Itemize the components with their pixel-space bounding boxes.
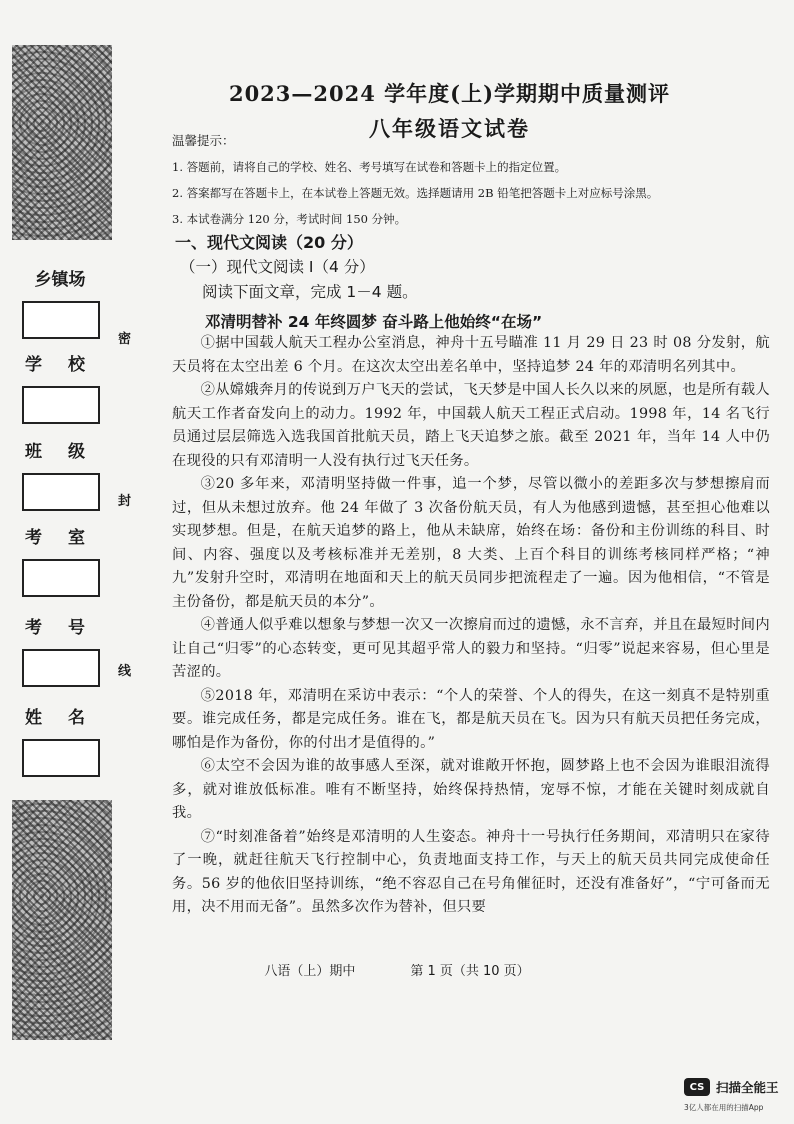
tip-item: 3. 本试卷满分 120 分，考试时间 150 分钟。 (172, 212, 407, 226)
scanner-watermark (684, 1078, 779, 1096)
watermark-slogan: 3亿人都在用的扫描App (684, 1103, 764, 1112)
class-input-box[interactable] (22, 473, 100, 511)
reading-instruction: 阅读下面文章，完成 1－4 题。 (202, 283, 418, 301)
footer-course: 八语（上）期中 (264, 964, 356, 979)
field-exam-number (22, 613, 98, 687)
binding-margin (0, 0, 140, 1124)
article-title: 邓清明替补 24 年终圆梦 奋斗路上他始终“在场” (205, 313, 543, 331)
camscanner-logo-icon: CS (684, 1078, 710, 1096)
section-heading: 一、现代文阅读（20 分） (175, 233, 363, 252)
seal-char-xian: 线 (118, 664, 132, 679)
footer-page-number: 第 1 页（共 10 页） (410, 964, 530, 979)
exam-title: 2023—2024 学年度(上)学期期中质量测评 (228, 81, 671, 106)
exam-room-input-box[interactable] (22, 559, 100, 597)
article-paragraph: ⑤2018 年，邓清明在采访中表示：“个人的荣誉、个人的得失，在这一刻真不是特别重要。谁完成任务，都是完成任务。谁在飞，都是航天员在飞。因为只有航天员把任务完成，哪怕是作为备份，你的付出才是值得的。” (172, 687, 770, 751)
field-name (22, 703, 98, 777)
page-footer (0, 960, 794, 979)
article-body (172, 332, 770, 920)
field-exam-room (22, 523, 98, 597)
exam-subtitle: 八年级语文试卷 (369, 116, 530, 141)
exam-number-input-box[interactable] (22, 649, 100, 687)
seal-char-feng: 封 (118, 494, 132, 509)
field-label: 乡镇场 (34, 270, 86, 290)
article-paragraph: ①据中国载人航天工程办公室消息，神舟十五号瞄准 11 月 29 日 23 时 08 分发射，航天员将在太空出差 6 个月。在这次太空出差名单中，坚持追梦 24 年的邓清明名列其中。 (172, 335, 770, 375)
school-input-box[interactable] (22, 386, 100, 424)
article-paragraph: ⑥太空不会因为谁的故事感人至深，就对谁敞开怀抱，圆梦路上也不会因为谁眼泪流得多，就对谁放低标准。唯有不断坚持，始终保持热情，宠辱不惊，才能在关键时刻成就自我。 (172, 758, 770, 821)
seal-char-mi: 密 (118, 332, 132, 347)
tip-item: 2. 答案都写在答题卡上，在本试卷上答题无效。选择题请用 2B 铅笔把答题卡上对应标号涂黑。 (172, 186, 659, 200)
subsection-heading: （一）现代文阅读 Ⅰ（4 分） (180, 258, 375, 276)
field-label: 班 级 (25, 442, 95, 462)
security-pattern-top (12, 45, 112, 240)
field-school (22, 350, 98, 424)
tip-item: 1. 答题前，请将自己的学校、姓名、考号填写在试卷和答题卡上的指定位置。 (172, 160, 567, 174)
name-input-box[interactable] (22, 739, 100, 777)
article-paragraph: ③20 多年来，邓清明坚持做一件事，追一个梦，尽管以微小的差距多次与梦想擦肩而过，但从未想过放弃。他 24 年做了 3 次备份航天员，有人为他感到遗憾，甚至担心他难以实现梦想。但是，在航天追梦的路上，他从未缺席，始终在场：备份和主份训练的科目、时间、内容、强度以及考核标准并无差别，8 大类、上百个科目的训练考核同样严格；“神九”发射升空时，邓清明在地面和天上的航天员同步把流程走了一遍。因为他相信，“不管是主份备份，都是航天员的本分”。 (172, 476, 770, 610)
security-pattern-bottom (12, 800, 112, 1040)
field-label: 考 号 (25, 618, 95, 638)
field-label: 学 校 (25, 355, 95, 375)
township-input-box[interactable] (22, 301, 100, 339)
article-paragraph: ②从嫦娥奔月的传说到万户飞天的尝试，飞天梦是中国人长久以来的夙愿，也是所有载人航天工作者奋发向上的动力。1992 年，中国载人航天工程正式启动。1998 年，14 名飞行员通过层层筛选入选我国首批航天员，踏上飞天追梦之旅。截至 2021 年，当年 14 人中仍在现役的只有邓清明一人没有执行过飞天任务。 (172, 382, 770, 469)
field-township (22, 265, 98, 339)
tips-block (172, 128, 772, 232)
field-label: 考 室 (25, 528, 95, 548)
watermark-name: 扫描全能王 (716, 1080, 779, 1095)
article-paragraph: ⑦“时刻准备着”始终是邓清明的人生姿态。神舟十一号执行任务期间，邓清明只在家待了一晚，就赶往航天飞行控制中心，负责地面支持工作，与天上的航天员共同完成使命任务。56 岁的他依旧坚持训练，“绝不容忍自己在号角催征时，还没有准备好”，“宁可备而无用，决不用而无备”。虽然多次作为替补，但只要 (172, 828, 770, 915)
field-class (22, 437, 98, 511)
article-paragraph: ④普通人似乎难以想象与梦想一次又一次擦肩而过的遗憾，永不言弃，并且在最短时间内让自己“归零”的心态转变，更可见其超乎常人的毅力和坚持。“归零”说起来容易，但心里是苦涩的。 (172, 617, 770, 680)
field-label: 姓 名 (25, 708, 95, 728)
tips-heading: 温馨提示： (172, 133, 235, 148)
